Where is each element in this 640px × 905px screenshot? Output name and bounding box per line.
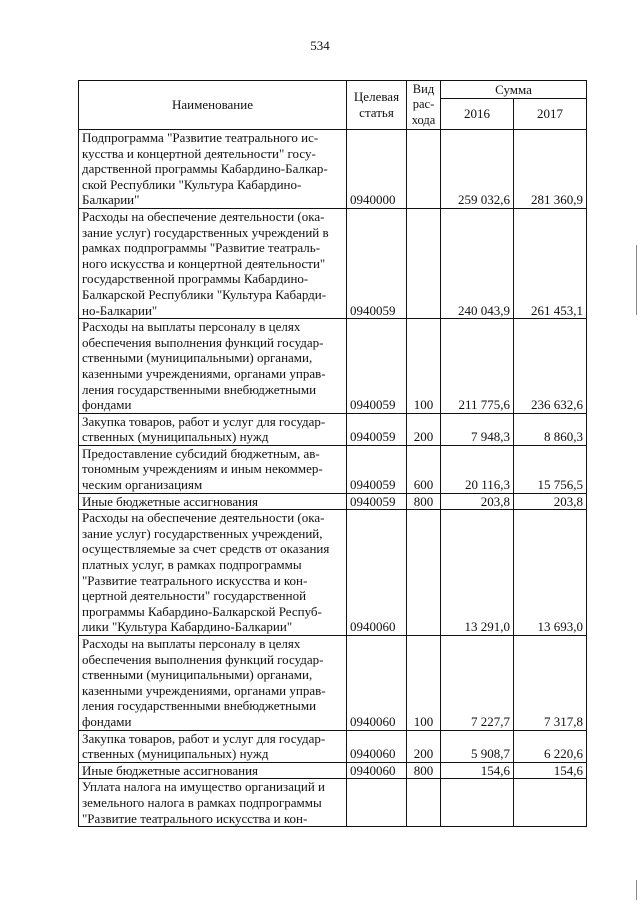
row-name: Иные бюджетные ассигнования — [79, 493, 347, 510]
row-target-article: 0940059 — [347, 445, 407, 493]
row-sum-2016: 20 116,3 — [441, 445, 514, 493]
table-row — [79, 208, 587, 318]
row-expense-type — [407, 779, 441, 827]
table-row — [79, 779, 587, 827]
header-expense-type-line2: рас- — [412, 97, 435, 112]
row-target-article: 0940059 — [347, 413, 407, 445]
row-expense-type: 200 — [407, 413, 441, 445]
row-sum-2017: 15 756,5 — [514, 445, 587, 493]
row-target-article: 0940000 — [347, 130, 407, 209]
table-row — [79, 413, 587, 445]
row-name: Подпрограмма "Развитие театрального ис-кусства и концертной деятельности" госу-дарственной программы Кабардино-Балкар-ской Республики "Культура Кабардино-Балкарии" — [79, 130, 347, 209]
row-name: Расходы на выплаты персоналу в целях обеспечения выполнения функций государ-ственными (муниципальными) органами, казенными учреждениями, органами управ-ления государственными внебюджетными фондами — [79, 636, 347, 731]
row-sum-2017: 7 317,8 — [514, 636, 587, 731]
header-target-article — [347, 81, 407, 130]
budget-table — [78, 80, 587, 827]
row-expense-type: 600 — [407, 445, 441, 493]
header-row-top — [79, 81, 587, 99]
header-name-label: Наименование — [172, 97, 253, 113]
header-year-2017: 2017 — [514, 99, 587, 130]
table-row — [79, 762, 587, 779]
row-sum-2017: 13 693,0 — [514, 510, 587, 636]
row-sum-2016 — [441, 779, 514, 827]
row-name: Расходы на выплаты персоналу в целях обеспечения выполнения функций государ-ственными (муниципальными) органами, казенными учреждениями, органами управ-ления государственными внебюджетными фондами — [79, 319, 347, 414]
row-target-article: 0940060 — [347, 510, 407, 636]
row-name: Закупка товаров, работ и услуг для государ-ственных (муниципальных) нужд — [79, 730, 347, 762]
table-row — [79, 445, 587, 493]
row-expense-type — [407, 208, 441, 318]
row-sum-2016: 203,8 — [441, 493, 514, 510]
header-expense-type-line3: хода — [411, 112, 436, 127]
row-expense-type: 200 — [407, 730, 441, 762]
header-sum-label: Сумма — [495, 81, 532, 97]
header-year-2016: 2016 — [441, 99, 514, 130]
scan-edge-line — [636, 880, 637, 900]
row-sum-2017: 261 453,1 — [514, 208, 587, 318]
row-name: Предоставление субсидий бюджетным, ав-тономным учреждениям и иным некоммер-ческим организациям — [79, 445, 347, 493]
row-sum-2017: 154,6 — [514, 762, 587, 779]
table-row — [79, 510, 587, 636]
row-expense-type: 800 — [407, 493, 441, 510]
scan-edge-line — [636, 245, 637, 315]
row-sum-2016: 5 908,7 — [441, 730, 514, 762]
row-sum-2016: 240 043,9 — [441, 208, 514, 318]
header-target-article-line1: Целевая — [353, 89, 400, 105]
row-name: Расходы на обеспечение деятельности (ока-зание услуг) государственных учреждений, осуществляемые за счет средств от оказания платных услуг, в рамках подпрограммы "Развитие театрального искусства и кон-цертной деятельности" государственной программы Кабардино-Балкарской Респуб-лики "Культура Кабардино-Балкарии" — [79, 510, 347, 636]
row-target-article — [347, 779, 407, 827]
row-name: Иные бюджетные ассигнования — [79, 762, 347, 779]
header-sum — [441, 81, 587, 99]
row-expense-type — [407, 510, 441, 636]
row-expense-type: 800 — [407, 762, 441, 779]
row-sum-2016: 154,6 — [441, 762, 514, 779]
row-sum-2016: 7 948,3 — [441, 413, 514, 445]
row-expense-type — [407, 130, 441, 209]
row-sum-2017: 6 220,6 — [514, 730, 587, 762]
table-row — [79, 730, 587, 762]
header-expense-type — [407, 81, 441, 130]
header-expense-type-line1: Вид — [412, 81, 435, 96]
row-sum-2016: 7 227,7 — [441, 636, 514, 731]
table-row — [79, 636, 587, 731]
row-sum-2016: 211 775,6 — [441, 319, 514, 414]
row-sum-2017: 281 360,9 — [514, 130, 587, 209]
row-sum-2017: 236 632,6 — [514, 319, 587, 414]
header-name — [79, 81, 347, 130]
page-number: 534 — [310, 38, 330, 53]
row-target-article: 0940059 — [347, 493, 407, 510]
row-target-article: 0940060 — [347, 762, 407, 779]
table-row — [79, 493, 587, 510]
row-target-article: 0940059 — [347, 208, 407, 318]
row-target-article: 0940060 — [347, 636, 407, 731]
row-target-article: 0940060 — [347, 730, 407, 762]
row-sum-2017 — [514, 779, 587, 827]
row-target-article: 0940059 — [347, 319, 407, 414]
row-name: Уплата налога на имущество организаций и земельного налога в рамках подпрограммы "Развитие театрального искусства и кон- — [79, 779, 347, 827]
row-expense-type: 100 — [407, 636, 441, 731]
row-name: Расходы на обеспечение деятельности (ока-зание услуг) государственных учреждений в рамках подпрограммы "Развитие театраль-ного искусства и концертной деятельности" государственной программы Кабардино-Балкарской Республики "Культура Кабарди-но-Балкарии" — [79, 208, 347, 318]
row-sum-2017: 8 860,3 — [514, 413, 587, 445]
row-sum-2016: 13 291,0 — [441, 510, 514, 636]
row-name: Закупка товаров, работ и услуг для государ-ственных (муниципальных) нужд — [79, 413, 347, 445]
row-sum-2016: 259 032,6 — [441, 130, 514, 209]
table-row — [79, 130, 587, 209]
table-row — [79, 319, 587, 414]
row-expense-type: 100 — [407, 319, 441, 414]
row-sum-2017: 203,8 — [514, 493, 587, 510]
header-target-article-line2: статья — [359, 105, 394, 120]
